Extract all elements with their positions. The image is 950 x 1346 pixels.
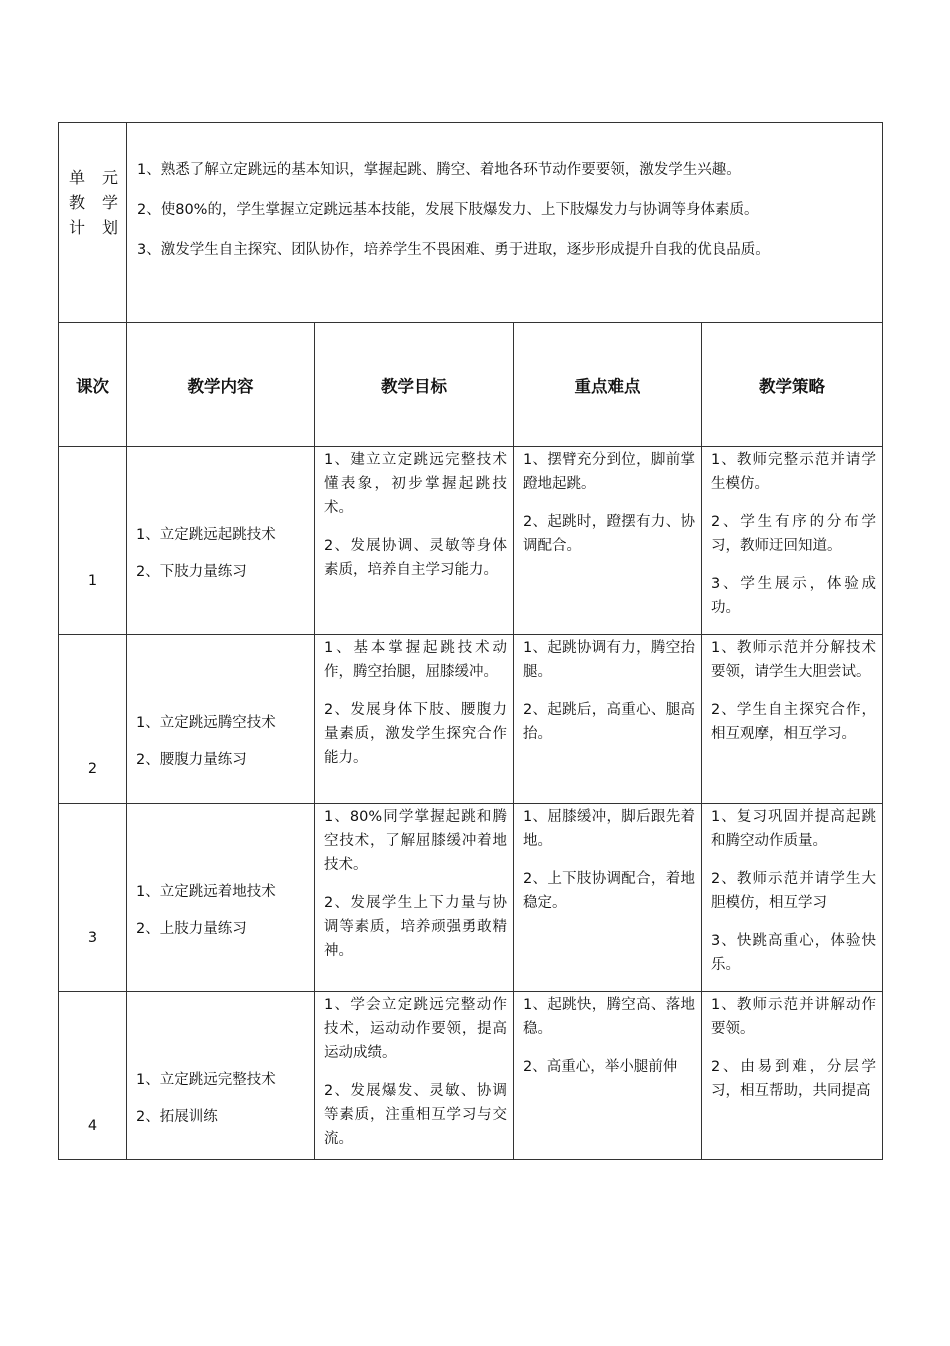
key-point-item: 2、起跳时，蹬摆有力、协调配合。 <box>523 514 695 554</box>
unit-plan-label-cell <box>59 123 127 323</box>
strategies-cell <box>702 804 883 992</box>
strategy-item: 3、快跳高重心，体验快乐。 <box>711 933 877 973</box>
lesson-content <box>136 524 308 598</box>
strategies-cell <box>702 635 883 804</box>
lesson-content-cell <box>127 635 315 804</box>
key-point-item: 2、上下肢协调配合，着地稳定。 <box>523 871 695 911</box>
content-item: 2、拓展训练 <box>136 1109 218 1125</box>
strategy-item: 2、由易到难，分层学习，相互帮助，共同提高 <box>711 1059 877 1099</box>
key-point-item: 1、屈膝缓冲，脚后跟先着地。 <box>523 809 695 849</box>
header-objectives: 教学目标 <box>315 323 514 447</box>
strategy-item: 1、教师完整示范并请学生模仿。 <box>711 452 877 492</box>
strategies-cell <box>702 992 883 1160</box>
key-point-item: 2、起跳后，高重心、腿高抬。 <box>523 702 695 742</box>
unit-teaching-plan-table <box>58 122 883 1160</box>
lesson-number-cell <box>59 447 127 635</box>
strategies-cell <box>702 447 883 635</box>
objectives-cell <box>315 635 514 804</box>
lesson-number: 1 <box>87 573 98 589</box>
lesson-number-cell <box>59 992 127 1160</box>
objectives-cell <box>315 447 514 635</box>
strategy-item: 1、教师示范并讲解动作要领。 <box>711 997 877 1037</box>
unit-plan-row <box>59 123 883 323</box>
strategy-item: 2、学生有序的分布学习，教师迂回知道。 <box>711 514 877 554</box>
lesson-row <box>59 635 883 804</box>
key-point-item: 2、高重心，举小腿前伸 <box>523 1059 678 1075</box>
strategy-item: 2、教师示范并请学生大胆模仿，相互学习 <box>711 871 877 911</box>
key-point-item: 1、起跳快，腾空高、落地稳。 <box>523 997 695 1037</box>
strategy-item: 1、教师示范并分解技术要领，请学生大胆尝试。 <box>711 640 877 680</box>
lesson-row <box>59 992 883 1160</box>
strategy-item: 1、复习巩固并提高起跳和腾空动作质量。 <box>711 809 877 849</box>
strategy-item: 2、学生自主探究合作，相互观摩，相互学习。 <box>711 702 877 742</box>
lesson-row <box>59 447 883 635</box>
lesson-number: 4 <box>87 1118 98 1134</box>
objective-item: 1、80%同学掌握起跳和腾空技术，了解屈膝缓冲着地技术。 <box>324 809 507 873</box>
lesson-row <box>59 804 883 992</box>
lesson-content-cell <box>127 447 315 635</box>
lesson-number: 3 <box>87 930 98 946</box>
objective-item: 2、发展身体下肢、腰腹力量素质，激发学生探究合作能力。 <box>324 702 507 766</box>
unit-plan-label <box>59 123 126 240</box>
unit-plan-label-line: 教 学 <box>69 193 118 212</box>
unit-goal: 2、使80%的，学生掌握立定跳远基本技能，发展下肢爆发力、上下肢爆发力与协调等身体素质。 <box>137 202 759 218</box>
unit-goal: 1、熟悉了解立定跳远的基本知识，掌握起跳、腾空、着地各环节动作要要领，激发学生兴趣。 <box>137 162 741 178</box>
header-lesson: 课次 <box>59 323 127 447</box>
key-points-cell <box>514 635 702 804</box>
key-point-item: 1、起跳协调有力，腾空抬腿。 <box>523 640 695 680</box>
content-item: 1、立定跳远腾空技术 <box>136 715 276 731</box>
content-item: 2、上肢力量练习 <box>136 921 247 937</box>
lesson-content-cell <box>127 804 315 992</box>
content-item: 1、立定跳远着地技术 <box>136 884 276 900</box>
content-item: 2、腰腹力量练习 <box>136 752 247 768</box>
lesson-content-cell <box>127 992 315 1160</box>
objective-item: 2、发展协调、灵敏等身体素质，培养自主学习能力。 <box>324 538 507 578</box>
lesson-number-cell <box>59 804 127 992</box>
strategy-item: 3、学生展示，体验成功。 <box>711 576 877 616</box>
unit-goals-cell <box>127 123 883 323</box>
objectives-cell <box>315 804 514 992</box>
header-row <box>59 323 883 447</box>
unit-goal: 3、激发学生自主探究、团队协作，培养学生不畏困难、勇于进取，逐步形成提升自我的优良品质。 <box>137 242 770 258</box>
content-item: 2、下肢力量练习 <box>136 564 247 580</box>
lesson-content <box>136 712 308 786</box>
lesson-number: 2 <box>87 761 98 777</box>
key-points-cell <box>514 447 702 635</box>
objective-item: 2、发展爆发、灵敏、协调等素质，注重相互学习与交流。 <box>324 1083 507 1147</box>
objective-item: 1、建立立定跳远完整技术懂表象，初步掌握起跳技术。 <box>324 452 507 516</box>
header-strategies: 教学策略 <box>702 323 883 447</box>
key-points-cell <box>514 992 702 1160</box>
unit-plan-label-line: 计 划 <box>69 218 118 237</box>
objective-item: 2、发展学生上下力量与协调等素质，培养顽强勇敢精神。 <box>324 895 507 959</box>
lesson-content <box>136 1069 308 1143</box>
header-content: 教学内容 <box>127 323 315 447</box>
key-point-item: 1、摆臂充分到位，脚前掌蹬地起跳。 <box>523 452 695 492</box>
unit-plan-label-line: 单 元 <box>69 168 118 187</box>
lesson-content <box>136 881 308 955</box>
key-points-cell <box>514 804 702 992</box>
header-key-points: 重点难点 <box>514 323 702 447</box>
objective-item: 1、基本掌握起跳技术动作，腾空抬腿，屈膝缓冲。 <box>324 640 507 680</box>
content-item: 1、立定跳远完整技术 <box>136 1072 276 1088</box>
content-item: 1、立定跳远起跳技术 <box>136 527 276 543</box>
lesson-number-cell <box>59 635 127 804</box>
objectives-cell <box>315 992 514 1160</box>
objective-item: 1、学会立定跳远完整动作技术，运动动作要领，提高运动成绩。 <box>324 997 507 1061</box>
